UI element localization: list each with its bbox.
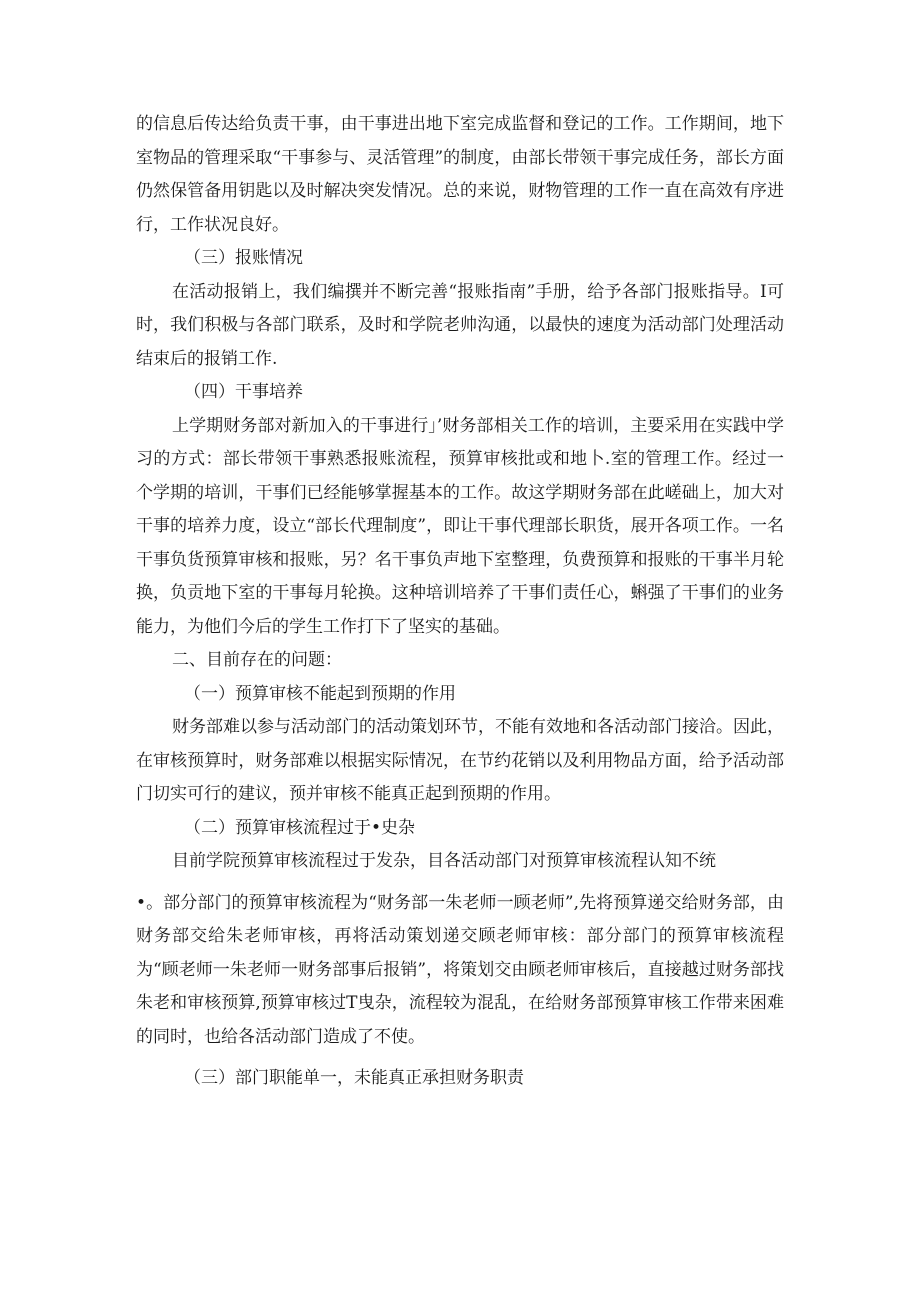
paragraph-budget-process-first-line: 目前学院预算审核流程过于发杂，目各活动部门对预算审核流程认知不统 — [172, 851, 716, 871]
paragraph-staff-training: 上学期财务部对新加入的干事进行」’财务部相关工作的培训，主要采用在实践中学习的方式：部长带领干事熟悉报账流程，预算审核批或和地卜.室的管理工作。经过一个学期的培训，干事们已经能够掌握基本的工作。故这学期财务部在此嵯础上，加大对干事的培养力度，设立“部长代理制度”，即让干事代理部长职货，展开各项工作。一名干事负货预算审核和报账，另？名干事负声地下室整理，负费预算和报账的干事半月轮换，负贡地下室的干事每月轮换。这种培训培养了干事们责任心，蝌强了干事们的业务能力，为他们今后的学生工作打下了坚实的基础。 — [136, 415, 784, 637]
heading-budget-process-complex: （二）预算审核流程过于•史杂 — [184, 817, 416, 838]
paragraph-property-management-end: 的信息后传达给负责干事，由干事进出地下室完成监督和登记的工作。工作期间，地下室物品的管理采取“干事参与、灵活管理”的制度，由部长带领干事完成任务，部长方面仍然保管备用钥匙以及时解决突发情况。总的来说，财物管理的工作一直在高效有序进行，工作状况良好。 — [136, 114, 784, 235]
paragraph-reimbursement: 在活动报销上，我们编撰并不断完善“报账指南”手册，给予各部门报账指导。I可时，我们积极与各部门联系，及时和学院老帅沟通，以最快的速度为活动部门处理活动结束后的报销工作. — [136, 281, 784, 369]
paragraph-gap — [136, 1054, 784, 1062]
heading-reimbursement: （三）报账情况 — [184, 248, 303, 268]
heading-current-problems: 二、目前存在的问题： — [172, 650, 342, 670]
heading-budget-review-effect: （一）预算审核不能起到预期的作用 — [184, 683, 456, 704]
paragraph-gap — [136, 879, 784, 887]
heading-department-function: （三）部门职能单一，未能真正承担财务职责 — [184, 1068, 524, 1088]
document-page — [136, 108, 784, 1096]
paragraph-budget-process-detail: •。部分部门的预算审核流程为“财务部一朱老师一顾老师”,先将预算递交给财务部，由财务部交给朱老师审核，再将活动策划递交顾老师审核：部分部门的预算审核流程为“顾老师一朱老师一财务部事后报销”，将策划交由顾老师审核后，直接越过财务部找朱老和审核预算,预算审核过T曳杂，流程较为混乱，在给财务部预算审核工作带来困难的同时，也给各活动部门造成了不使。 — [136, 892, 784, 1047]
heading-staff-training: （四）干事培养 — [184, 382, 303, 402]
paragraph-budget-review-effect: 财务部难以参与活动部门的活动策划环节，不能有效地和各活动部门接洽。因此，在审核预算时，财务部难以根据实际情况，在节约花销以及利用物品方面，给予活动部门切实可行的建议，预并审核不能真正起到预期的作用。 — [136, 717, 784, 804]
